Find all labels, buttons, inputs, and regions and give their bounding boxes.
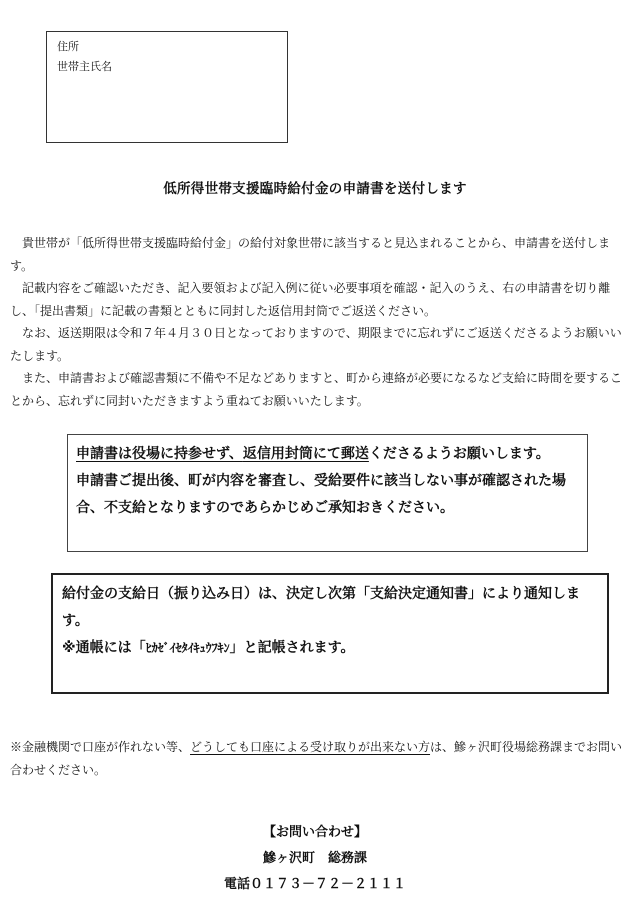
paragraph-instructions: 記載内容をご確認いただき、記入要領および記入例に従い必要事項を確認・記入のうえ、右の申請書を切り離し、「提出書類」に記載の書類とともに同封した返信用封筒でご返送ください。 [10,281,611,318]
note-underlined: どうしても口座による受け取りが出来ない方 [190,740,431,754]
notice-rest: くださるようお願いします。 [368,446,550,462]
address-box [46,31,288,143]
notice-emph-1: 申請書は役場に持参せず、 [76,446,243,462]
paragraph-deadline: なお、返送期限は令和７年４月３０日となっておりますので、期限までに忘れずにご返送くださるようお願いいたします。 [10,326,622,363]
page-title: 低所得世帯支援臨時給付金の申請書を送付します [163,181,467,197]
note-suffix: は、鰺ヶ沢町役場総務課までお問い合わせください。 [10,740,623,777]
contact-block [0,820,630,898]
payment-box [51,573,609,694]
contact-department: 鰺ヶ沢町 総務課 [262,851,367,866]
paragraph-intro: 貴世帯が「低所得世帯支援臨時給付金」の給付対象世帯に該当すると見込まれることから、申請書を送付します。 [10,236,611,273]
notice-review-line: 申請書ご提出後、町が内容を審査し、受給要件に該当しない事が確認された場合、不支給となりますのであらかじめご承知おきください。 [76,473,566,516]
body-text [10,232,624,412]
householder-label: 世帯主氏名 [57,60,112,73]
notice-box [67,434,588,552]
passbook-line [62,635,598,662]
address-label: 住所 [57,40,79,53]
bank-note-text [10,736,624,782]
note-prefix: ※金融機関で口座が作れない等、 [10,740,191,754]
paragraph-documents: また、申請書および確認書類に不備や不足などありますと、町から連絡が必要になるなど支給に時間を要することから、忘れずに同封いただきますよう重ねてお願いいたします。 [10,371,623,408]
notice-emph-2: 返信用封筒にて郵送 [242,446,369,462]
contact-phone: 電話０１７３－７２－２１１１ [223,877,406,892]
payment-date-line: 給付金の支給日（振り込み日）は、決定し次第「支給決定通知書」により通知します。 [62,586,580,629]
passbook-kana: ﾋｶｾﾞｲｾﾀｲｷｭｳﾌｷﾝ [145,641,230,655]
passbook-prefix: ※通帳には「 [62,640,146,656]
bank-note [10,736,624,782]
contact-heading: 【お問い合わせ】 [262,825,367,840]
notice-mail-line [76,441,579,468]
passbook-suffix: 」と記帳されます。 [229,640,355,656]
